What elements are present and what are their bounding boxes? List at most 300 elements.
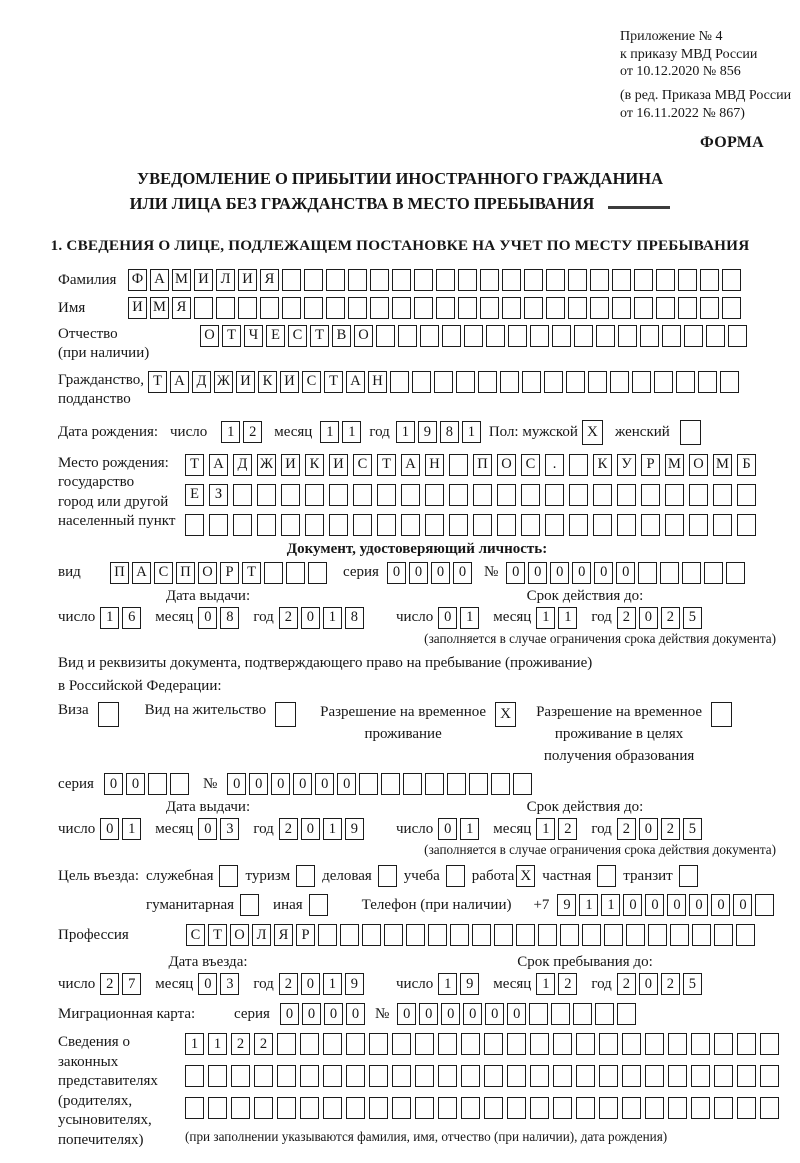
char-box[interactable]: 0 — [324, 1003, 343, 1025]
purpose-official-checkbox[interactable] — [219, 865, 238, 887]
char-box[interactable] — [576, 1065, 595, 1087]
char-box[interactable] — [473, 484, 492, 506]
char-box[interactable]: 0 — [198, 973, 217, 995]
char-box[interactable]: 0 — [485, 1003, 504, 1025]
char-box[interactable] — [645, 1097, 664, 1119]
char-box[interactable] — [668, 1065, 687, 1087]
char-box[interactable]: 2 — [231, 1033, 250, 1055]
char-box[interactable]: 5 — [683, 818, 702, 840]
char-box[interactable] — [264, 562, 283, 584]
char-box[interactable] — [553, 1033, 572, 1055]
char-box[interactable] — [593, 514, 612, 536]
char-box[interactable] — [618, 325, 637, 347]
char-box[interactable]: О — [497, 454, 516, 476]
char-box[interactable]: А — [170, 371, 189, 393]
char-box[interactable] — [216, 297, 235, 319]
char-box[interactable] — [438, 1065, 457, 1087]
char-box[interactable] — [461, 1065, 480, 1087]
char-box[interactable] — [486, 325, 505, 347]
char-box[interactable] — [726, 562, 745, 584]
char-box[interactable] — [478, 371, 497, 393]
char-box[interactable]: 0 — [623, 894, 642, 916]
char-box[interactable]: 0 — [594, 562, 613, 584]
char-box[interactable] — [524, 297, 543, 319]
char-box[interactable] — [728, 325, 747, 347]
char-box[interactable] — [254, 1065, 273, 1087]
char-box[interactable]: А — [209, 454, 228, 476]
char-box[interactable]: Е — [185, 484, 204, 506]
char-box[interactable]: 0 — [506, 562, 525, 584]
char-box[interactable] — [576, 1097, 595, 1119]
char-box[interactable]: 2 — [100, 973, 119, 995]
char-box[interactable]: 1 — [221, 421, 240, 443]
char-box[interactable]: 0 — [227, 773, 246, 795]
char-box[interactable] — [722, 269, 741, 291]
char-box[interactable] — [668, 1033, 687, 1055]
char-box[interactable]: Н — [425, 454, 444, 476]
char-box[interactable] — [599, 1065, 618, 1087]
char-box[interactable] — [545, 484, 564, 506]
char-box[interactable] — [359, 773, 378, 795]
char-box[interactable]: Р — [220, 562, 239, 584]
char-box[interactable] — [521, 514, 540, 536]
char-box[interactable] — [304, 297, 323, 319]
char-box[interactable] — [546, 297, 565, 319]
char-box[interactable] — [737, 484, 756, 506]
char-box[interactable] — [420, 325, 439, 347]
char-box[interactable] — [568, 269, 587, 291]
char-box[interactable] — [691, 1097, 710, 1119]
char-box[interactable] — [641, 514, 660, 536]
char-box[interactable] — [484, 1065, 503, 1087]
char-box[interactable] — [720, 371, 739, 393]
char-box[interactable]: 3 — [220, 973, 239, 995]
char-box[interactable]: 0 — [271, 773, 290, 795]
char-box[interactable]: 0 — [667, 894, 686, 916]
temp-residence-education-checkbox[interactable] — [711, 702, 732, 727]
char-box[interactable]: 0 — [409, 562, 428, 584]
char-box[interactable] — [590, 269, 609, 291]
char-box[interactable] — [507, 1033, 526, 1055]
char-box[interactable] — [640, 325, 659, 347]
char-box[interactable] — [553, 1097, 572, 1119]
visa-checkbox[interactable] — [98, 702, 119, 727]
char-box[interactable] — [392, 1097, 411, 1119]
char-box[interactable]: К — [593, 454, 612, 476]
char-box[interactable] — [185, 1065, 204, 1087]
char-box[interactable] — [231, 1065, 250, 1087]
char-box[interactable]: 0 — [301, 973, 320, 995]
char-box[interactable] — [257, 484, 276, 506]
char-box[interactable] — [412, 371, 431, 393]
char-box[interactable] — [473, 514, 492, 536]
char-box[interactable] — [308, 562, 327, 584]
char-box[interactable]: Ч — [244, 325, 263, 347]
char-box[interactable]: У — [617, 454, 636, 476]
char-box[interactable] — [596, 325, 615, 347]
char-box[interactable] — [480, 297, 499, 319]
char-box[interactable]: 2 — [558, 818, 577, 840]
char-box[interactable] — [458, 269, 477, 291]
char-box[interactable] — [645, 1033, 664, 1055]
char-box[interactable] — [370, 297, 389, 319]
char-box[interactable] — [346, 1065, 365, 1087]
char-box[interactable] — [484, 1097, 503, 1119]
char-box[interactable] — [612, 297, 631, 319]
char-box[interactable] — [560, 924, 579, 946]
char-box[interactable] — [254, 1097, 273, 1119]
char-box[interactable] — [348, 297, 367, 319]
char-box[interactable]: Л — [216, 269, 235, 291]
char-box[interactable]: Т — [148, 371, 167, 393]
temp-residence-checkbox[interactable]: X — [495, 702, 516, 727]
char-box[interactable] — [392, 1033, 411, 1055]
char-box[interactable]: 0 — [689, 894, 708, 916]
char-box[interactable] — [381, 773, 400, 795]
char-box[interactable] — [362, 924, 381, 946]
char-box[interactable] — [622, 1033, 641, 1055]
char-box[interactable]: 1 — [396, 421, 415, 443]
char-box[interactable] — [414, 297, 433, 319]
char-box[interactable] — [277, 1033, 296, 1055]
char-box[interactable] — [530, 1097, 549, 1119]
char-box[interactable] — [617, 514, 636, 536]
char-box[interactable] — [737, 514, 756, 536]
char-box[interactable]: 0 — [616, 562, 635, 584]
char-box[interactable] — [209, 514, 228, 536]
char-box[interactable] — [700, 269, 719, 291]
char-box[interactable]: 1 — [342, 421, 361, 443]
char-box[interactable] — [545, 514, 564, 536]
char-box[interactable]: А — [401, 454, 420, 476]
char-box[interactable] — [434, 371, 453, 393]
char-box[interactable]: А — [132, 562, 151, 584]
char-box[interactable]: Т — [185, 454, 204, 476]
char-box[interactable]: 0 — [528, 562, 547, 584]
char-box[interactable] — [238, 297, 257, 319]
char-box[interactable] — [436, 269, 455, 291]
char-box[interactable] — [484, 1033, 503, 1055]
char-box[interactable]: 2 — [661, 973, 680, 995]
char-box[interactable]: Т — [242, 562, 261, 584]
char-box[interactable]: 0 — [639, 818, 658, 840]
char-box[interactable] — [513, 773, 532, 795]
char-box[interactable] — [641, 484, 660, 506]
char-box[interactable]: . — [545, 454, 564, 476]
char-box[interactable]: 8 — [220, 607, 239, 629]
char-box[interactable] — [438, 1097, 457, 1119]
char-box[interactable] — [593, 484, 612, 506]
char-box[interactable]: 2 — [617, 973, 636, 995]
char-box[interactable] — [353, 514, 372, 536]
char-box[interactable]: 0 — [438, 607, 457, 629]
char-box[interactable] — [638, 562, 657, 584]
char-box[interactable] — [392, 1065, 411, 1087]
char-box[interactable]: 9 — [345, 818, 364, 840]
char-box[interactable]: 2 — [279, 973, 298, 995]
char-box[interactable] — [406, 924, 425, 946]
char-box[interactable] — [670, 924, 689, 946]
char-box[interactable] — [691, 1033, 710, 1055]
char-box[interactable]: 9 — [557, 894, 576, 916]
char-box[interactable]: 0 — [639, 607, 658, 629]
char-box[interactable]: 2 — [661, 818, 680, 840]
char-box[interactable] — [461, 1097, 480, 1119]
char-box[interactable] — [714, 1065, 733, 1087]
char-box[interactable]: М — [172, 269, 191, 291]
char-box[interactable] — [737, 1065, 756, 1087]
char-box[interactable] — [461, 1033, 480, 1055]
char-box[interactable] — [300, 1065, 319, 1087]
char-box[interactable] — [231, 1097, 250, 1119]
char-box[interactable]: С — [288, 325, 307, 347]
char-box[interactable]: 1 — [558, 607, 577, 629]
char-box[interactable]: 2 — [254, 1033, 273, 1055]
char-box[interactable] — [530, 325, 549, 347]
char-box[interactable] — [622, 1065, 641, 1087]
char-box[interactable] — [599, 1097, 618, 1119]
char-box[interactable] — [521, 484, 540, 506]
char-box[interactable]: 1 — [460, 818, 479, 840]
char-box[interactable]: С — [353, 454, 372, 476]
char-box[interactable] — [414, 269, 433, 291]
purpose-private-checkbox[interactable] — [597, 865, 616, 887]
char-box[interactable] — [428, 924, 447, 946]
char-box[interactable] — [713, 514, 732, 536]
char-box[interactable]: 1 — [208, 1033, 227, 1055]
char-box[interactable] — [425, 514, 444, 536]
purpose-other-checkbox[interactable] — [309, 894, 328, 916]
char-box[interactable]: 9 — [345, 973, 364, 995]
char-box[interactable] — [566, 371, 585, 393]
char-box[interactable] — [507, 1097, 526, 1119]
char-box[interactable] — [449, 514, 468, 536]
char-box[interactable]: С — [521, 454, 540, 476]
char-box[interactable]: О — [200, 325, 219, 347]
char-box[interactable] — [208, 1065, 227, 1087]
char-box[interactable] — [676, 371, 695, 393]
char-box[interactable] — [706, 325, 725, 347]
char-box[interactable] — [590, 297, 609, 319]
char-box[interactable] — [645, 1065, 664, 1087]
char-box[interactable] — [326, 269, 345, 291]
char-box[interactable]: 0 — [293, 773, 312, 795]
char-box[interactable] — [634, 297, 653, 319]
char-box[interactable]: 5 — [683, 973, 702, 995]
char-box[interactable] — [436, 297, 455, 319]
char-box[interactable] — [170, 773, 189, 795]
char-box[interactable]: И — [194, 269, 213, 291]
char-box[interactable]: 2 — [617, 818, 636, 840]
char-box[interactable]: 0 — [302, 1003, 321, 1025]
char-box[interactable] — [700, 297, 719, 319]
char-box[interactable] — [369, 1033, 388, 1055]
char-box[interactable] — [691, 1065, 710, 1087]
char-box[interactable] — [323, 1065, 342, 1087]
char-box[interactable] — [497, 514, 516, 536]
char-box[interactable] — [450, 924, 469, 946]
char-box[interactable] — [390, 371, 409, 393]
char-box[interactable] — [370, 269, 389, 291]
char-box[interactable] — [507, 1065, 526, 1087]
char-box[interactable] — [516, 924, 535, 946]
char-box[interactable]: К — [258, 371, 277, 393]
char-box[interactable] — [323, 1097, 342, 1119]
char-box[interactable] — [654, 371, 673, 393]
char-box[interactable] — [277, 1065, 296, 1087]
char-box[interactable] — [403, 773, 422, 795]
char-box[interactable]: 0 — [100, 818, 119, 840]
char-box[interactable] — [401, 514, 420, 536]
char-box[interactable]: 0 — [733, 894, 752, 916]
char-box[interactable] — [401, 484, 420, 506]
char-box[interactable]: Ж — [214, 371, 233, 393]
char-box[interactable] — [449, 454, 468, 476]
char-box[interactable] — [304, 269, 323, 291]
char-box[interactable]: О — [198, 562, 217, 584]
char-box[interactable] — [704, 562, 723, 584]
char-box[interactable] — [398, 325, 417, 347]
char-box[interactable]: И — [281, 454, 300, 476]
char-box[interactable]: 0 — [387, 562, 406, 584]
char-box[interactable] — [449, 484, 468, 506]
char-box[interactable] — [617, 484, 636, 506]
char-box[interactable]: 1 — [579, 894, 598, 916]
char-box[interactable]: Б — [737, 454, 756, 476]
char-box[interactable]: 0 — [301, 607, 320, 629]
char-box[interactable] — [277, 1097, 296, 1119]
char-box[interactable] — [326, 297, 345, 319]
char-box[interactable]: 1 — [438, 973, 457, 995]
char-box[interactable] — [346, 1097, 365, 1119]
char-box[interactable] — [617, 1003, 636, 1025]
char-box[interactable] — [569, 514, 588, 536]
char-box[interactable]: Д — [233, 454, 252, 476]
char-box[interactable]: Т — [222, 325, 241, 347]
char-box[interactable]: 0 — [507, 1003, 526, 1025]
char-box[interactable]: 0 — [126, 773, 145, 795]
char-box[interactable] — [281, 484, 300, 506]
char-box[interactable]: 5 — [683, 607, 702, 629]
char-box[interactable] — [656, 269, 675, 291]
char-box[interactable] — [573, 1003, 592, 1025]
char-box[interactable] — [185, 1097, 204, 1119]
char-box[interactable]: М — [713, 454, 732, 476]
char-box[interactable]: Н — [368, 371, 387, 393]
char-box[interactable]: Т — [324, 371, 343, 393]
char-box[interactable] — [458, 297, 477, 319]
sex-female-checkbox[interactable] — [680, 420, 701, 445]
char-box[interactable]: 0 — [198, 818, 217, 840]
char-box[interactable] — [553, 1065, 572, 1087]
char-box[interactable] — [415, 1097, 434, 1119]
char-box[interactable] — [678, 297, 697, 319]
char-box[interactable] — [736, 924, 755, 946]
char-box[interactable]: 2 — [279, 818, 298, 840]
char-box[interactable] — [438, 1033, 457, 1055]
char-box[interactable] — [392, 297, 411, 319]
char-box[interactable]: 0 — [645, 894, 664, 916]
char-box[interactable] — [305, 514, 324, 536]
char-box[interactable]: 2 — [558, 973, 577, 995]
char-box[interactable] — [576, 1033, 595, 1055]
char-box[interactable]: 0 — [431, 562, 450, 584]
char-box[interactable]: 1 — [460, 607, 479, 629]
purpose-transit-checkbox[interactable] — [679, 865, 698, 887]
char-box[interactable]: 1 — [601, 894, 620, 916]
char-box[interactable] — [622, 1097, 641, 1119]
char-box[interactable] — [610, 371, 629, 393]
char-box[interactable] — [491, 773, 510, 795]
char-box[interactable] — [502, 297, 521, 319]
char-box[interactable]: 7 — [122, 973, 141, 995]
char-box[interactable] — [318, 924, 337, 946]
char-box[interactable]: 0 — [572, 562, 591, 584]
char-box[interactable]: С — [186, 924, 205, 946]
char-box[interactable] — [552, 325, 571, 347]
char-box[interactable]: 1 — [536, 818, 555, 840]
char-box[interactable] — [282, 269, 301, 291]
char-box[interactable] — [392, 269, 411, 291]
char-box[interactable] — [544, 371, 563, 393]
char-box[interactable] — [257, 514, 276, 536]
char-box[interactable]: 2 — [279, 607, 298, 629]
char-box[interactable]: 0 — [463, 1003, 482, 1025]
char-box[interactable] — [529, 1003, 548, 1025]
char-box[interactable] — [369, 1097, 388, 1119]
char-box[interactable] — [755, 894, 774, 916]
char-box[interactable] — [376, 325, 395, 347]
char-box[interactable]: 2 — [661, 607, 680, 629]
char-box[interactable] — [377, 514, 396, 536]
char-box[interactable] — [530, 1033, 549, 1055]
char-box[interactable] — [668, 1097, 687, 1119]
char-box[interactable]: 1 — [100, 607, 119, 629]
char-box[interactable] — [497, 484, 516, 506]
char-box[interactable] — [522, 371, 541, 393]
char-box[interactable]: 0 — [453, 562, 472, 584]
char-box[interactable] — [760, 1033, 779, 1055]
char-box[interactable]: З — [209, 484, 228, 506]
char-box[interactable] — [447, 773, 466, 795]
char-box[interactable]: 1 — [462, 421, 481, 443]
char-box[interactable] — [348, 269, 367, 291]
char-box[interactable]: Р — [641, 454, 660, 476]
char-box[interactable] — [469, 773, 488, 795]
purpose-humanitarian-checkbox[interactable] — [240, 894, 259, 916]
char-box[interactable] — [377, 484, 396, 506]
char-box[interactable]: 8 — [440, 421, 459, 443]
char-box[interactable]: П — [473, 454, 492, 476]
char-box[interactable] — [682, 562, 701, 584]
purpose-business-checkbox[interactable] — [378, 865, 397, 887]
purpose-work-checkbox[interactable]: X — [516, 865, 535, 887]
sex-male-checkbox[interactable]: X — [582, 420, 603, 445]
char-box[interactable] — [346, 1033, 365, 1055]
char-box[interactable] — [425, 773, 444, 795]
char-box[interactable]: 3 — [220, 818, 239, 840]
char-box[interactable] — [502, 269, 521, 291]
char-box[interactable]: Л — [252, 924, 271, 946]
char-box[interactable]: 9 — [418, 421, 437, 443]
char-box[interactable]: 0 — [419, 1003, 438, 1025]
char-box[interactable]: 0 — [104, 773, 123, 795]
char-box[interactable] — [369, 1065, 388, 1087]
char-box[interactable]: И — [329, 454, 348, 476]
char-box[interactable] — [632, 371, 651, 393]
char-box[interactable]: 1 — [320, 421, 339, 443]
char-box[interactable] — [582, 924, 601, 946]
